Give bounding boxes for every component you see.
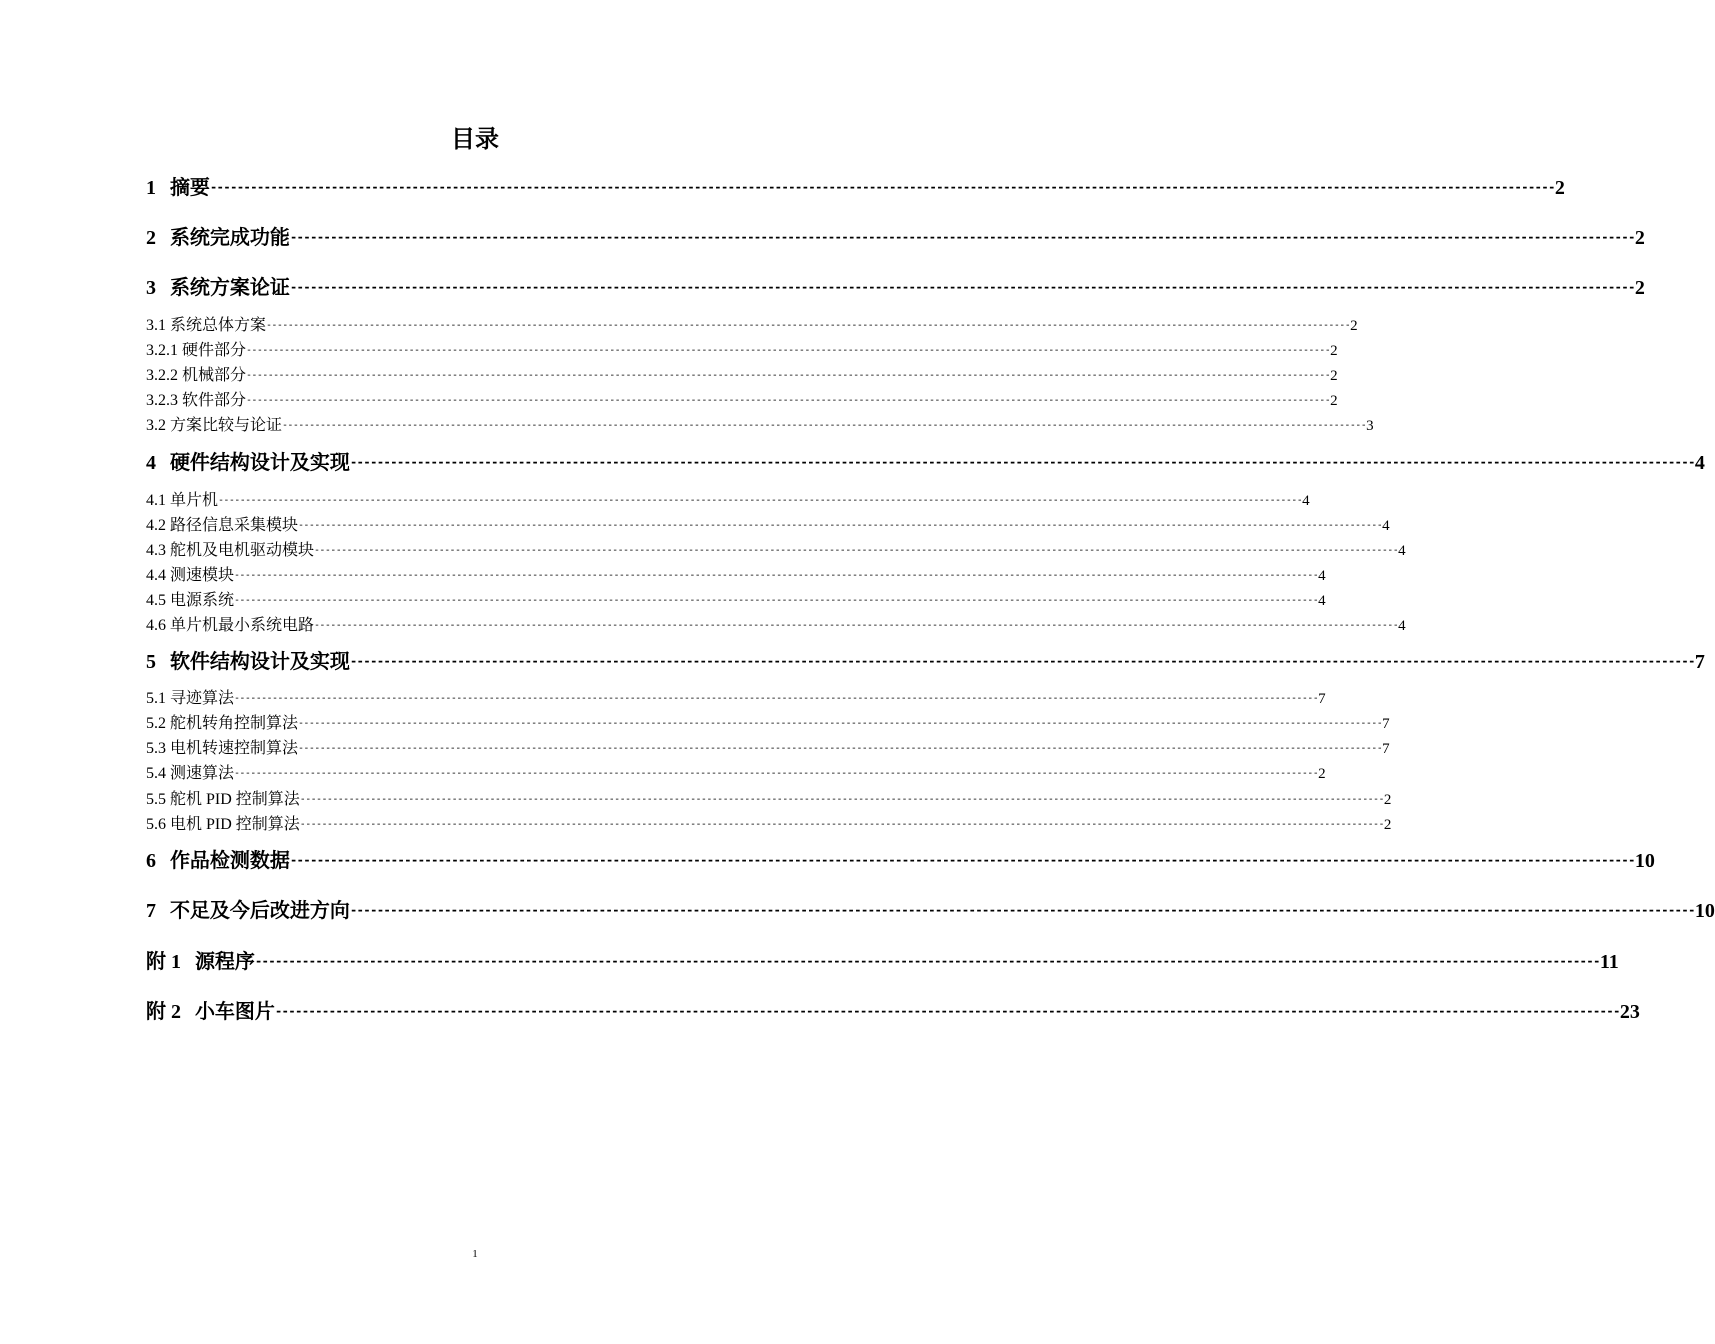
toc-entry-label (146, 489, 218, 513)
toc-entry-text: 硬件部分 (182, 342, 247, 359)
toc-entry-number: 4 (146, 452, 156, 474)
toc-entry-number: 4.4 (146, 567, 166, 584)
toc-entry[interactable] (146, 171, 1565, 205)
toc-entry-page: 7 (1382, 741, 1390, 757)
toc-entry[interactable] (146, 414, 1374, 438)
toc-leader-dashes: -------------------------------------------------------------------------------------------------------------------------------------------------------------------------------------------------------- (289, 230, 1635, 244)
toc-entry[interactable] (146, 894, 1715, 928)
toc-entry-label (146, 514, 298, 538)
toc-entry-number: 4.2 (146, 517, 166, 534)
toc-entry-text: 测速模块 (170, 567, 235, 584)
toc-entry-number: 5.4 (146, 765, 166, 782)
toc-entry-label (146, 589, 234, 613)
toc-entry-page: 2 (1330, 343, 1338, 359)
toc-leader-dashes: -------------------------------------------------------------------------------------------------------------------------------------------------------------------------------------------------------- (349, 455, 1695, 469)
toc-entry-text: 寻迹算法 (170, 690, 235, 707)
toc-entry-text: 路径信息采集模块 (170, 517, 299, 534)
toc-entry[interactable] (146, 687, 1326, 711)
toc-entry[interactable] (146, 271, 1645, 305)
toc-leader-dashes: -------------------------------------------------------------------------------------------------------------------------------------------------------------------------------------------------------- (209, 180, 1555, 194)
toc-entry-number: 4.5 (146, 592, 166, 609)
toc-entry[interactable] (146, 945, 1619, 979)
toc-entry-number: 5.5 (146, 791, 166, 808)
toc-leader-dashes: -------------------------------------------------------------------------------------------------------------------------------------------------------------------------------------------------------- (234, 693, 1319, 704)
toc-entry-page: 7 (1694, 651, 1705, 673)
toc-entry-page: 2 (1350, 318, 1358, 334)
toc-leader-dashes: -------------------------------------------------------------------------------------------------------------------------------------------------------------------------------------------------------- (234, 595, 1319, 606)
toc-entry-number: 3.2 (146, 417, 166, 434)
toc-entry[interactable] (146, 645, 1705, 679)
toc-entry-number: 5 (146, 651, 156, 673)
toc-entry-label (146, 644, 350, 679)
toc-leader-dashes: -------------------------------------------------------------------------------------------------------------------------------------------------------------------------------------------------------- (246, 370, 1331, 381)
toc-entry-number: 附 1 (146, 951, 181, 973)
toc-entry[interactable] (146, 489, 1310, 513)
toc-entry-text: 单片机 (170, 492, 219, 509)
toc-entry-number: 1 (146, 177, 156, 199)
toc-leader-dashes: -------------------------------------------------------------------------------------------------------------------------------------------------------------------------------------------------------- (218, 495, 1303, 506)
toc-entry-page: 11 (1599, 951, 1619, 973)
toc-entry-text: 舵机 PID 控制算法 (170, 791, 300, 808)
toc-entry-page: 4 (1382, 518, 1390, 534)
toc-entry-text: 电机 PID 控制算法 (170, 816, 300, 833)
toc-entry-number: 3.2.2 (146, 367, 178, 384)
toc-entry-number: 附 2 (146, 1001, 181, 1023)
toc-leader-dashes: -------------------------------------------------------------------------------------------------------------------------------------------------------------------------------------------------------- (254, 954, 1600, 968)
toc-entry[interactable] (146, 539, 1406, 563)
toc-entry[interactable] (146, 314, 1358, 338)
toc-leader-dashes: -------------------------------------------------------------------------------------------------------------------------------------------------------------------------------------------------------- (266, 320, 1351, 331)
toc-leader-dashes: -------------------------------------------------------------------------------------------------------------------------------------------------------------------------------------------------------- (234, 570, 1319, 581)
toc-entry-number: 7 (146, 900, 156, 922)
toc-entry[interactable] (146, 514, 1390, 538)
toc-leader-dashes: -------------------------------------------------------------------------------------------------------------------------------------------------------------------------------------------------------- (246, 395, 1331, 406)
toc-entry[interactable] (146, 995, 1640, 1029)
toc-entry-label (146, 314, 266, 338)
toc-entry-page: 2 (1383, 817, 1392, 833)
toc-entry-page: 23 (1619, 1001, 1640, 1023)
toc-entry-page: 2 (1634, 227, 1645, 249)
toc-entry-text: 机械部分 (182, 367, 247, 384)
toc-entry-text: 方案比较与论证 (170, 417, 283, 434)
toc-entry-label (146, 843, 290, 878)
toc-entry-text: 电机转速控制算法 (170, 740, 299, 757)
toc-entry-label (146, 687, 234, 711)
toc-leader-dashes: -------------------------------------------------------------------------------------------------------------------------------------------------------------------------------------------------------- (314, 620, 1399, 631)
toc-entry-label (146, 445, 350, 480)
toc-entry-label (146, 539, 314, 563)
toc-entry-text: 系统完成功能 (169, 225, 290, 249)
toc-entry-text: 软件结构设计及实现 (169, 649, 350, 673)
toc-entry-number: 4.6 (146, 617, 166, 634)
toc-entry[interactable] (146, 589, 1326, 613)
toc-entry-label (146, 944, 255, 979)
toc-entry-text: 单片机最小系统电路 (170, 617, 315, 634)
toc-entry[interactable] (146, 614, 1406, 638)
toc-entry[interactable] (146, 762, 1326, 786)
page-number: 1 (472, 1248, 478, 1260)
toc-leader-dashes: -------------------------------------------------------------------------------------------------------------------------------------------------------------------------------------------------------- (298, 520, 1383, 531)
toc-entry-label (146, 994, 275, 1029)
toc-entry-page: 4 (1302, 493, 1310, 509)
toc-leader-dashes: -------------------------------------------------------------------------------------------------------------------------------------------------------------------------------------------------------- (289, 853, 1635, 867)
toc-entry-text: 硬件结构设计及实现 (169, 450, 350, 474)
toc-leader-dashes: -------------------------------------------------------------------------------------------------------------------------------------------------------------------------------------------------------- (349, 654, 1695, 668)
toc-entry-number: 6 (146, 850, 156, 872)
toc-entry-label (146, 893, 350, 928)
toc-leader-dashes: -------------------------------------------------------------------------------------------------------------------------------------------------------------------------------------------------------- (298, 718, 1383, 729)
toc-entry[interactable] (146, 389, 1338, 413)
toc-entry-page: 2 (1330, 368, 1338, 384)
toc-leader-dashes: -------------------------------------------------------------------------------------------------------------------------------------------------------------------------------------------------------- (349, 903, 1695, 917)
toc-leader-dashes: -------------------------------------------------------------------------------------------------------------------------------------------------------------------------------------------------------- (234, 768, 1319, 779)
toc-entry-label (146, 737, 298, 761)
toc-entry-page: 2 (1330, 393, 1338, 409)
toc-entry-text: 软件部分 (182, 392, 247, 409)
toc-leader-dashes: -------------------------------------------------------------------------------------------------------------------------------------------------------------------------------------------------------- (314, 545, 1399, 556)
toc-entry-page: 4 (1398, 543, 1406, 559)
toc-entry-label (146, 364, 246, 388)
toc-entry-text: 测速算法 (170, 765, 235, 782)
toc-entry-number: 3.2.3 (146, 392, 178, 409)
toc-entry-number: 4.1 (146, 492, 166, 509)
toc-leader-dashes: -------------------------------------------------------------------------------------------------------------------------------------------------------------------------------------------------------- (274, 1004, 1620, 1018)
toc-entry-label (146, 339, 246, 363)
toc-entry-page: 4 (1318, 593, 1326, 609)
toc-entry[interactable] (146, 364, 1338, 388)
toc-entry-page: 4 (1694, 452, 1705, 474)
toc-entry[interactable] (146, 339, 1338, 363)
toc-entry-page: 2 (1318, 766, 1326, 782)
toc-leader-dashes: -------------------------------------------------------------------------------------------------------------------------------------------------------------------------------------------------------- (299, 794, 1384, 805)
toc-entry[interactable] (146, 446, 1705, 480)
toc-entry[interactable] (146, 788, 1392, 812)
toc-entry-label (146, 813, 300, 837)
toc-entry-text: 舵机及电机驱动模块 (170, 542, 315, 559)
toc-entry-text: 电源系统 (170, 592, 235, 609)
toc-entry-number: 5.2 (146, 715, 166, 732)
toc-entry-page: 10 (1634, 850, 1655, 872)
toc-leader-dashes: -------------------------------------------------------------------------------------------------------------------------------------------------------------------------------------------------------- (246, 345, 1331, 356)
toc-entry-number: 5.1 (146, 690, 166, 707)
toc-entry-page: 7 (1382, 716, 1390, 732)
toc-entry-text: 小车图片 (194, 999, 275, 1023)
toc-entry-number: 3 (146, 277, 156, 299)
toc-entry-label (146, 170, 210, 205)
toc-leader-dashes: -------------------------------------------------------------------------------------------------------------------------------------------------------------------------------------------------------- (298, 743, 1383, 754)
toc-entry-label (146, 762, 234, 786)
toc-leader-dashes: -------------------------------------------------------------------------------------------------------------------------------------------------------------------------------------------------------- (282, 420, 1367, 431)
toc-entry-text: 不足及今后改进方向 (169, 898, 350, 922)
toc-entry-page: 2 (1554, 177, 1565, 199)
toc-entry[interactable] (146, 221, 1645, 255)
toc-title: 目录 (451, 125, 499, 153)
toc-entry-label (146, 712, 298, 736)
toc-entry-number: 5.3 (146, 740, 166, 757)
toc-entry-number: 3.2.1 (146, 342, 178, 359)
toc-entry-page: 10 (1694, 900, 1715, 922)
toc-entry-page: 2 (1634, 277, 1645, 299)
toc-entry[interactable] (146, 564, 1326, 588)
toc-entry-label (146, 788, 300, 812)
toc-entry-text: 系统总体方案 (170, 317, 267, 334)
toc-entry-page: 7 (1318, 691, 1326, 707)
toc-entry-label (146, 270, 290, 305)
toc-entry-label (146, 220, 290, 255)
toc-entry-number: 5.6 (146, 816, 166, 833)
toc-entry-number: 3.1 (146, 317, 166, 334)
toc-entry[interactable] (146, 813, 1392, 837)
toc-entry-text: 系统方案论证 (169, 275, 290, 299)
toc-entry-text: 源程序 (194, 949, 255, 973)
toc-entry-label (146, 389, 246, 413)
toc-entry-page: 4 (1398, 618, 1406, 634)
toc-entry-number: 4.3 (146, 542, 166, 559)
toc-entry-text: 摘要 (169, 175, 210, 199)
toc-entry-text: 舵机转角控制算法 (170, 715, 299, 732)
toc-leader-dashes: -------------------------------------------------------------------------------------------------------------------------------------------------------------------------------------------------------- (289, 280, 1635, 294)
toc-entry-label (146, 564, 234, 588)
toc-entry-number: 2 (146, 227, 156, 249)
toc-leader-dashes: -------------------------------------------------------------------------------------------------------------------------------------------------------------------------------------------------------- (299, 819, 1384, 830)
toc-entry-label (146, 614, 314, 638)
toc-entry-page: 4 (1318, 568, 1326, 584)
toc-entry-page: 2 (1383, 792, 1392, 808)
toc-entry[interactable] (146, 712, 1390, 736)
toc-entry[interactable] (146, 737, 1390, 761)
toc-entry[interactable] (146, 844, 1655, 878)
toc-entry-page: 3 (1366, 418, 1374, 434)
toc-entry-text: 作品检测数据 (169, 848, 290, 872)
toc-entry-label (146, 414, 282, 438)
